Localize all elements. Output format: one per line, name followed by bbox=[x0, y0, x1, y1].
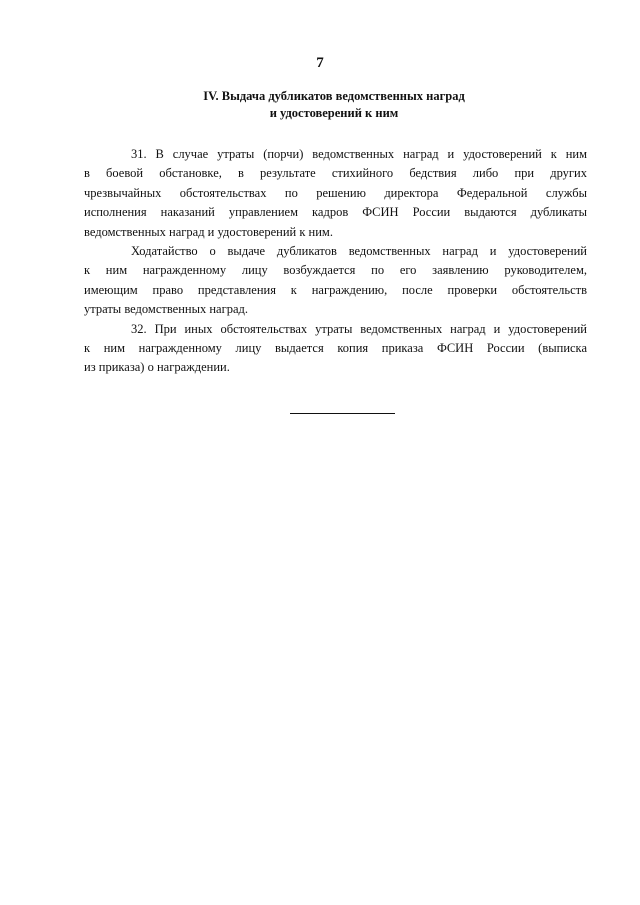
body-text bbox=[84, 145, 587, 378]
text-line: чрезвычайных обстоятельствах по решению директора Федеральной службы bbox=[84, 185, 587, 200]
text-line: Ходатайство о выдаче дубликатов ведомственных наград и удостоверений bbox=[131, 244, 587, 259]
text-line: 31. В случае утраты (порчи) ведомственных наград и удостоверений к ним bbox=[131, 147, 587, 161]
paragraph-32 bbox=[84, 320, 587, 378]
page-number: 7 bbox=[316, 55, 324, 71]
text-line: исполнения наказаний управлением кадров ФСИН России выдаются дубликаты bbox=[84, 205, 587, 220]
paragraph-31 bbox=[84, 145, 587, 242]
text-line: ведомственных наград и удостоверений к ним. bbox=[84, 224, 333, 239]
text-line: 32. При иных обстоятельствах утраты ведомственных наград и удостоверений bbox=[131, 321, 587, 336]
text-line: в боевой обстановке, в результате стихийного бедствия либо при других bbox=[84, 166, 587, 181]
text-line: к ним награжденному лицу возбуждается по его заявлению руководителем, bbox=[84, 263, 587, 278]
text-line: из приказа) о награждении. bbox=[84, 360, 230, 375]
section-heading bbox=[84, 88, 584, 122]
text-line: имеющим право представления к награждению, после проверки обстоятельств bbox=[84, 282, 587, 297]
text-line: к ним награжденному лицу выдается копия приказа ФСИН России (выписка bbox=[84, 341, 587, 356]
section-heading-line-1: IV. Выдача дубликатов ведомственных наград bbox=[203, 89, 465, 103]
end-separator-line bbox=[290, 413, 395, 414]
text-line: утраты ведомственных наград. bbox=[84, 302, 249, 317]
paragraph-petition bbox=[84, 242, 587, 320]
section-heading-line-2: и удостоверений к ним bbox=[269, 106, 399, 120]
